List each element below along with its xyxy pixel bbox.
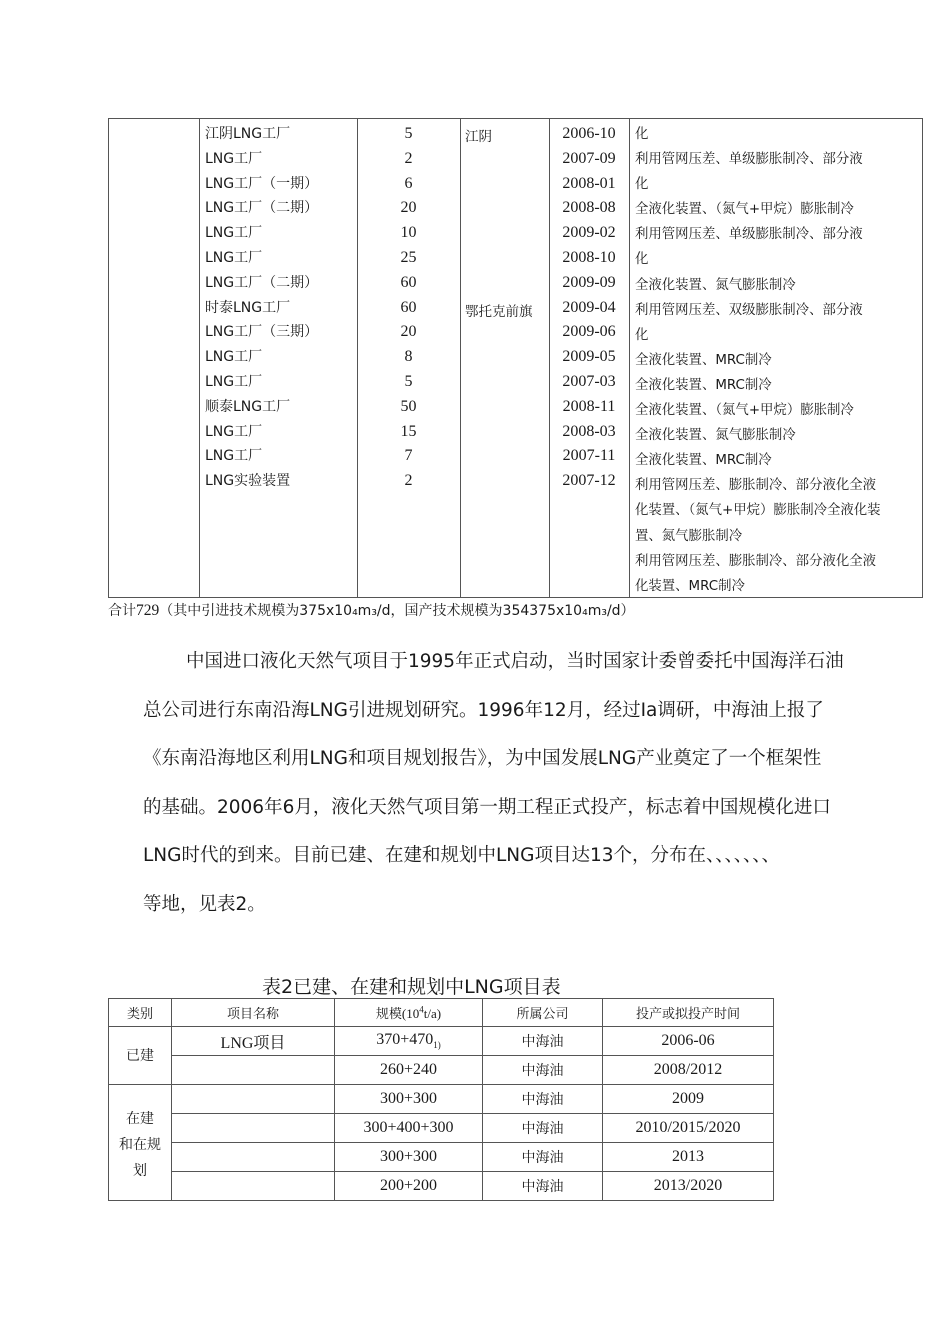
technology-text: 全液化装置、（氮气+甲烷）膨胀制冷 xyxy=(635,403,854,419)
project-company: 中海油 xyxy=(483,1172,603,1201)
project-company: 中海油 xyxy=(483,1114,603,1143)
plant-name-column xyxy=(205,122,318,494)
plant-name: LNG工厂 xyxy=(205,150,263,167)
paragraph-line: 等地，见表2。 xyxy=(143,893,266,915)
category-built: 已建 xyxy=(109,1027,172,1085)
technology-text: 全液化装置、氮气膨胀制冷 xyxy=(635,428,796,444)
plant-name: 顺泰LNG工厂 xyxy=(205,398,291,415)
category-line: 划 xyxy=(133,1162,147,1179)
plant-name: 时泰LNG工厂 xyxy=(205,299,291,316)
column-divider xyxy=(199,119,200,597)
plant-name: LNG工厂（二期） xyxy=(205,274,319,291)
plant-name: LNG工厂（三期） xyxy=(205,324,319,341)
technology-text: 化 xyxy=(635,177,649,193)
plant-scale: 5 xyxy=(404,372,413,390)
project-time: 2009 xyxy=(603,1085,774,1114)
project-time: 2010/2015/2020 xyxy=(603,1114,774,1143)
plant-scale: 6 xyxy=(404,174,413,192)
plant-date: 2009-04 xyxy=(562,298,616,316)
project-name: LNG项目 xyxy=(172,1027,335,1056)
technology-text: 全液化装置、氮气膨胀制冷 xyxy=(635,277,796,293)
note-total: 729 xyxy=(136,602,160,619)
plant-date: 2009-09 xyxy=(562,273,616,291)
paragraph-line: 《东南沿海地区利用LNG和项目规划报告》，为中国发展LNG产业奠定了一个框架性 xyxy=(143,748,822,769)
plant-name: LNG工厂 xyxy=(205,225,263,242)
plant-scale: 5 xyxy=(404,125,413,142)
project-scale: 260+240 xyxy=(335,1056,483,1085)
header-time: 投产或拟投产时间 xyxy=(603,999,774,1027)
technology-text: 全液化装置、MRC制冷 xyxy=(635,352,772,368)
project-company: 中海油 xyxy=(483,1085,603,1114)
project-name xyxy=(172,1172,335,1201)
plant-scale: 20 xyxy=(400,199,417,217)
plant-date: 2008-10 xyxy=(562,248,616,266)
plant-date: 2009-05 xyxy=(562,348,616,366)
category-building-planned xyxy=(109,1085,172,1201)
project-scale xyxy=(335,1027,483,1056)
project-name xyxy=(172,1085,335,1114)
plant-scale: 2 xyxy=(404,149,413,167)
project-company: 中海油 xyxy=(483,1143,603,1172)
note-text: （其中引进技术规模为375x10₄m₃/d，国产技术规模为354375x10₄m₃/d） xyxy=(159,603,635,619)
header-project-name: 项目名称 xyxy=(172,999,335,1027)
note-prefix: 合计 xyxy=(108,603,136,619)
plant-name: LNG工厂 xyxy=(205,349,263,366)
scale-value: 370+470 xyxy=(376,1031,434,1049)
plant-name: LNG实验装置 xyxy=(205,473,291,490)
technology-text: 全液化装置、MRC制冷 xyxy=(635,377,772,393)
technology-text: 利用管网压差、单级膨胀制冷、部分液 xyxy=(635,152,863,168)
plant-date: 2008-08 xyxy=(562,199,616,217)
technology-text: 利用管网压差、单级膨胀制冷、部分液 xyxy=(635,227,863,243)
table-row xyxy=(109,1085,774,1114)
table-caption: 表2已建、在建和规划中LNG项目表 xyxy=(262,976,561,998)
plant-scale: 60 xyxy=(400,273,417,291)
technology-text: 化装置、MRC制冷 xyxy=(635,578,745,594)
plant-date: 2009-02 xyxy=(562,224,616,242)
plant-scale: 20 xyxy=(400,323,417,341)
technology-text: 全液化装置、MRC制冷 xyxy=(635,453,772,469)
technology-text: 化 xyxy=(635,252,649,268)
technology-text: 全液化装置、（氮气+甲烷）膨胀制冷 xyxy=(635,202,854,218)
table-total-note xyxy=(108,600,635,620)
project-time: 2006-06 xyxy=(603,1027,774,1056)
plant-date: 2008-01 xyxy=(562,174,616,192)
column-divider xyxy=(460,119,461,597)
table-header-row xyxy=(109,999,774,1027)
plant-scale: 60 xyxy=(400,298,417,316)
project-time: 2013 xyxy=(603,1143,774,1172)
plant-name: LNG工厂 xyxy=(205,373,263,390)
header-scale-suffix: t/a) xyxy=(423,1006,442,1021)
plant-date: 2007-11 xyxy=(562,447,616,465)
plant-scale: 8 xyxy=(404,348,413,366)
column-divider xyxy=(629,119,630,597)
table-row xyxy=(109,1056,774,1085)
plant-name: LNG工厂 xyxy=(205,249,263,266)
plant-scale: 15 xyxy=(400,422,417,440)
table-row xyxy=(109,1027,774,1056)
plant-date-column xyxy=(549,122,629,494)
header-scale-prefix: 规模(10 xyxy=(375,1006,420,1021)
plant-date: 2006-10 xyxy=(562,125,616,142)
table-row xyxy=(109,1172,774,1201)
plant-name: LNG工厂（二期） xyxy=(205,200,319,217)
project-name xyxy=(172,1056,335,1085)
technology-text: 利用管网压差、双级膨胀制冷、部分液 xyxy=(635,302,863,318)
plant-location: 江阴 xyxy=(465,129,492,145)
plant-location: 鄂托克前旗 xyxy=(465,304,533,320)
scale-note: 1) xyxy=(433,1040,441,1051)
plant-date: 2008-11 xyxy=(562,397,616,415)
plant-technology-column xyxy=(635,122,881,599)
body-paragraph xyxy=(143,640,913,931)
technology-text: 利用管网压差、膨胀制冷、部分液化全液 xyxy=(635,553,877,569)
plant-date: 2009-06 xyxy=(562,323,616,341)
plant-scale: 10 xyxy=(400,224,417,242)
project-company: 中海油 xyxy=(483,1027,603,1056)
header-category: 类别 xyxy=(109,999,172,1027)
project-scale: 200+200 xyxy=(335,1172,483,1201)
project-company: 中海油 xyxy=(483,1056,603,1085)
plant-name: 江阴LNG工厂 xyxy=(205,126,291,142)
technology-text: 化装置、（氮气+甲烷）膨胀制冷全液化装 xyxy=(635,503,881,519)
header-scale-sup: 4 xyxy=(419,1004,424,1015)
plant-scale: 2 xyxy=(404,472,413,490)
table-border-left xyxy=(108,119,109,597)
plant-name: LNG工厂 xyxy=(205,448,263,465)
project-name xyxy=(172,1143,335,1172)
technology-text: 置、氮气膨胀制冷 xyxy=(635,528,743,544)
paragraph-line: 中国进口液化天然气项目于1995年正式启动，当时国家计委曾委托中国海洋石油 xyxy=(186,651,844,672)
table-row xyxy=(109,1114,774,1143)
project-time: 2013/2020 xyxy=(603,1172,774,1201)
technology-text: 利用管网压差、膨胀制冷、部分液化全液 xyxy=(635,478,877,494)
project-scale: 300+300 xyxy=(335,1085,483,1114)
plant-scale: 50 xyxy=(400,397,417,415)
paragraph-line: 总公司进行东南沿海LNG引进规划研究。1996年12月，经过Ia调研，中海油上报了 xyxy=(143,699,824,721)
lng-project-table xyxy=(108,998,774,1201)
plant-date: 2008-03 xyxy=(562,422,616,440)
plant-scale: 25 xyxy=(400,248,417,266)
header-company: 所属公司 xyxy=(483,999,603,1027)
plant-date: 2007-09 xyxy=(562,149,616,167)
category-line: 在建 xyxy=(126,1110,154,1127)
plant-date: 2007-03 xyxy=(562,372,616,390)
plant-date: 2007-12 xyxy=(562,472,616,490)
plant-scale-column xyxy=(357,122,460,494)
plant-scale: 7 xyxy=(404,447,413,465)
plant-name: LNG工厂（一期） xyxy=(205,175,319,192)
project-time: 2008/2012 xyxy=(603,1056,774,1085)
technology-text: 化 xyxy=(635,327,649,343)
project-scale: 300+400+300 xyxy=(335,1114,483,1143)
paragraph-line: LNG时代的到来。目前已建、在建和规划中LNG项目达13个，分布在、、、、、、、 xyxy=(143,845,781,866)
project-scale: 300+300 xyxy=(335,1143,483,1172)
header-scale xyxy=(335,999,483,1027)
table-row xyxy=(109,1143,774,1172)
lng-plant-table xyxy=(108,118,923,598)
technology-text: 化 xyxy=(635,127,649,142)
project-name xyxy=(172,1114,335,1143)
paragraph-line: 的基础。2006年6月，液化天然气项目第一期工程正式投产，标志着中国规模化进口 xyxy=(143,796,831,818)
category-line: 和在规 xyxy=(119,1136,161,1153)
plant-name: LNG工厂 xyxy=(205,423,263,440)
